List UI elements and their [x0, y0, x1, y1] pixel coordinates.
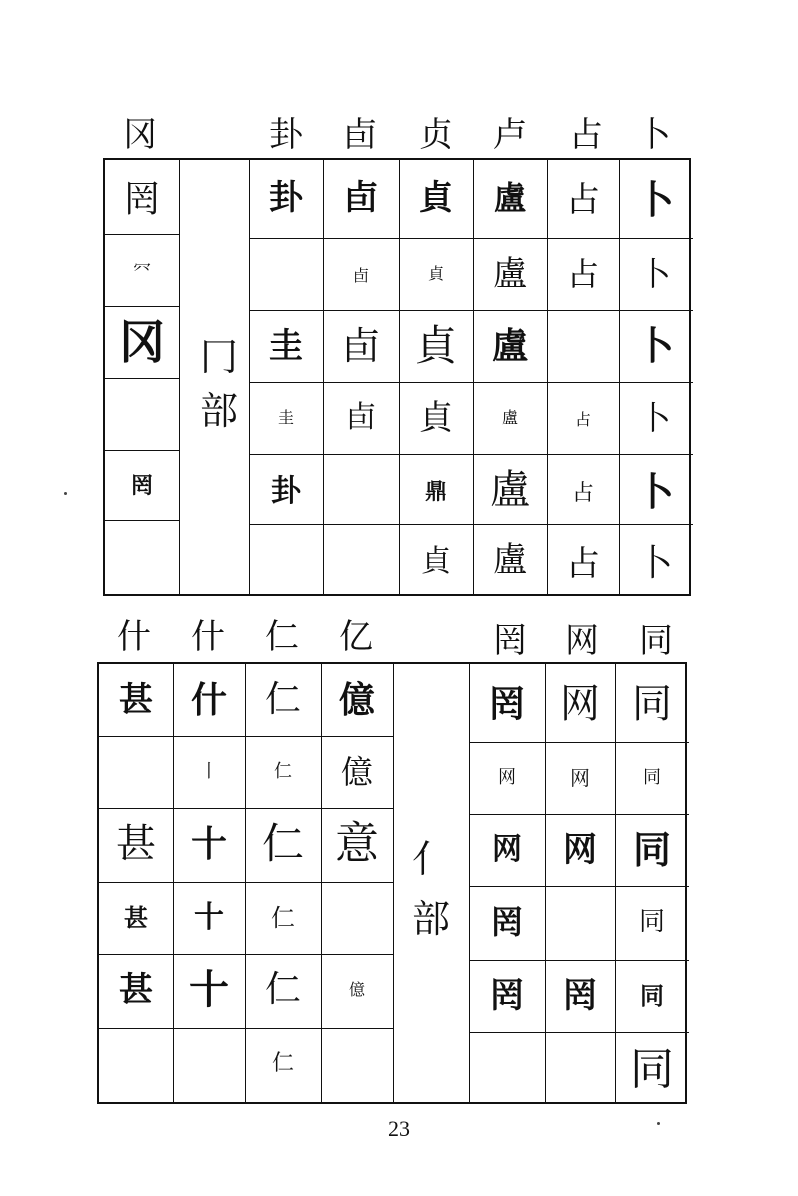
radical-jiong: 冂 [199, 335, 238, 379]
col-divider [399, 160, 400, 594]
row-divider [249, 382, 693, 383]
header-ren: 仁 [265, 617, 299, 657]
glyph-gua-r3: 圭 [269, 326, 303, 366]
header-you: 卣 [343, 115, 377, 155]
glyph-shi2-r1: 什 [190, 679, 228, 721]
glyph-ren-r3: 仁 [261, 819, 305, 868]
row-divider [105, 520, 179, 521]
header-shi-2: 什 [191, 617, 225, 657]
glyph-shi1-r4: 甚 [124, 903, 148, 932]
header-bu: 卜 [637, 115, 671, 155]
row-divider [105, 234, 179, 235]
row-divider [99, 1028, 393, 1029]
header-wang-1: 罔 [493, 621, 527, 661]
glyph-you-r3: 卣 [341, 324, 381, 368]
header-tong: 同 [639, 621, 673, 661]
header-gang: 冈 [123, 115, 157, 155]
radical-ren: 亻 [411, 837, 450, 881]
row-divider [469, 960, 689, 961]
glyph-zhan-r2: 占 [566, 255, 600, 293]
glyph-bu-r5: 卜 [635, 469, 675, 514]
col-divider [619, 160, 620, 594]
top-glyph-table [103, 158, 691, 596]
glyph-ren-r5: 仁 [264, 969, 302, 1010]
glyph-gang-r5: 罔 [130, 473, 154, 499]
row-divider [249, 238, 693, 239]
row-divider [249, 310, 693, 311]
row-divider [99, 736, 393, 737]
glyph-lu-r4: 盧 [501, 408, 519, 427]
glyph-wang2-r3: 网 [563, 830, 597, 870]
glyph-zhen-r2: 貞 [427, 264, 445, 283]
glyph-yi-r3: 意 [335, 818, 379, 869]
glyph-bu-r1: 卜 [635, 177, 675, 222]
glyph-wang1-r1: 罔 [488, 683, 526, 725]
glyph-wang2-r1: 网 [560, 681, 600, 727]
glyph-you-r4: 卣 [346, 400, 376, 435]
glyph-tong-r4: 同 [638, 907, 666, 937]
glyph-yi-r1: 億 [338, 679, 376, 721]
col-divider [323, 160, 324, 594]
glyph-tong-r6: 同 [630, 1044, 674, 1095]
glyph-tong-r3: 同 [632, 827, 672, 872]
glyph-gang-r1: 罔 [123, 179, 161, 220]
glyph-shi1-r1: 甚 [119, 680, 153, 720]
glyph-ren-r4: 仁 [271, 904, 295, 932]
glyph-gang-r2: 㓁 [133, 261, 151, 282]
glyph-shi2-r4: 十 [194, 900, 224, 935]
row-divider [105, 450, 179, 451]
glyph-lu-r1: 盧 [493, 179, 527, 217]
glyph-zhan-r1: 占 [566, 180, 600, 220]
radical-bu-label: 部 [199, 389, 238, 433]
glyph-gang-r3: 冈 [119, 315, 165, 369]
glyph-shi2-r3: 十 [190, 823, 228, 865]
row-divider [469, 814, 689, 815]
glyph-lu-r5: 盧 [490, 467, 530, 513]
bottom-glyph-table [97, 662, 687, 1104]
glyph-bu-r2: 卜 [638, 255, 672, 293]
glyph-zhan-r6: 占 [566, 544, 600, 584]
header-zhan: 占 [569, 115, 603, 155]
glyph-ren-r6: 仁 [271, 1051, 295, 1076]
glyph-gua-r5: 卦 [271, 474, 301, 509]
radical-bu-label: 部 [411, 897, 450, 941]
row-divider [99, 808, 393, 809]
glyph-ren-r1: 仁 [264, 679, 302, 720]
row-divider [99, 882, 393, 883]
row-divider [105, 378, 179, 379]
glyph-bu-r6: 卜 [636, 543, 674, 584]
glyph-yi-r2: 億 [340, 753, 374, 791]
glyph-wang2-r5: 罔 [563, 976, 597, 1016]
glyph-lu-r2: 盧 [493, 254, 527, 294]
glyph-zhen-r6: 貞 [421, 544, 451, 579]
row-divider [105, 306, 179, 307]
row-divider [249, 524, 693, 525]
row-divider [469, 742, 689, 743]
col-divider [545, 664, 546, 1102]
header-shi-1: 什 [117, 617, 151, 657]
col-divider [615, 664, 616, 1102]
col-divider [393, 664, 394, 1102]
glyph-lu-r3: 盧 [491, 325, 529, 367]
col-divider [321, 664, 322, 1102]
col-divider [473, 160, 474, 594]
header-zhen: 贞 [419, 115, 453, 155]
header-wang-2: 网 [565, 621, 599, 661]
glyph-zhen-r4: 貞 [419, 398, 453, 438]
glyph-yi-r5: 億 [348, 980, 366, 999]
glyph-tong-r2: 同 [643, 767, 661, 788]
glyph-gua-r1: 卦 [269, 178, 303, 218]
glyph-shi2-r5: 十 [189, 966, 229, 1013]
col-divider [173, 664, 174, 1102]
glyph-wang1-r4: 罔 [490, 903, 524, 941]
page-number: 23 [388, 1116, 410, 1141]
col-divider [547, 160, 548, 594]
glyph-wang1-r5: 罔 [490, 976, 524, 1016]
row-divider [469, 886, 689, 887]
glyph-bu-r4: 卜 [638, 399, 672, 437]
glyph-bu-r3: 卜 [635, 323, 675, 368]
scan-speck [64, 492, 67, 495]
glyph-shi1-r5: 甚 [119, 970, 153, 1010]
row-divider [99, 954, 393, 955]
glyph-wang1-r2: 网 [498, 767, 516, 788]
glyph-wang1-r3: 网 [492, 832, 522, 867]
glyph-zhen-r5: 鼎 [424, 479, 448, 505]
col-divider [249, 160, 250, 594]
col-divider [469, 664, 470, 1102]
header-yi: 亿 [339, 617, 373, 657]
glyph-you-r1: 卣 [344, 178, 378, 218]
glyph-gua-r4: 圭 [277, 408, 295, 427]
glyph-zhen-r3: 貞 [414, 321, 458, 370]
row-divider [469, 1032, 689, 1033]
glyph-lu-r6: 盧 [493, 540, 527, 580]
glyph-zhen-r1: 貞 [419, 178, 453, 218]
col-divider [245, 664, 246, 1102]
glyph-tong-r5: 同 [640, 981, 664, 1010]
glyph-shi1-r3: 甚 [116, 821, 156, 867]
col-divider [179, 160, 180, 594]
glyph-you-r2: 卣 [352, 266, 370, 285]
glyph-zhan-r4: 占 [574, 410, 592, 429]
scan-speck [657, 1122, 660, 1125]
glyph-ren-r2: 仁 [274, 761, 292, 782]
header-lu: 卢 [493, 115, 527, 155]
glyph-tong-r1: 同 [632, 681, 672, 727]
glyph-shi2-r2: 丨 [200, 761, 218, 782]
glyph-zhan-r5: 占 [571, 481, 595, 506]
row-divider [249, 454, 693, 455]
glyph-wang2-r2: 网 [570, 766, 590, 790]
header-gua: 卦 [269, 115, 303, 155]
